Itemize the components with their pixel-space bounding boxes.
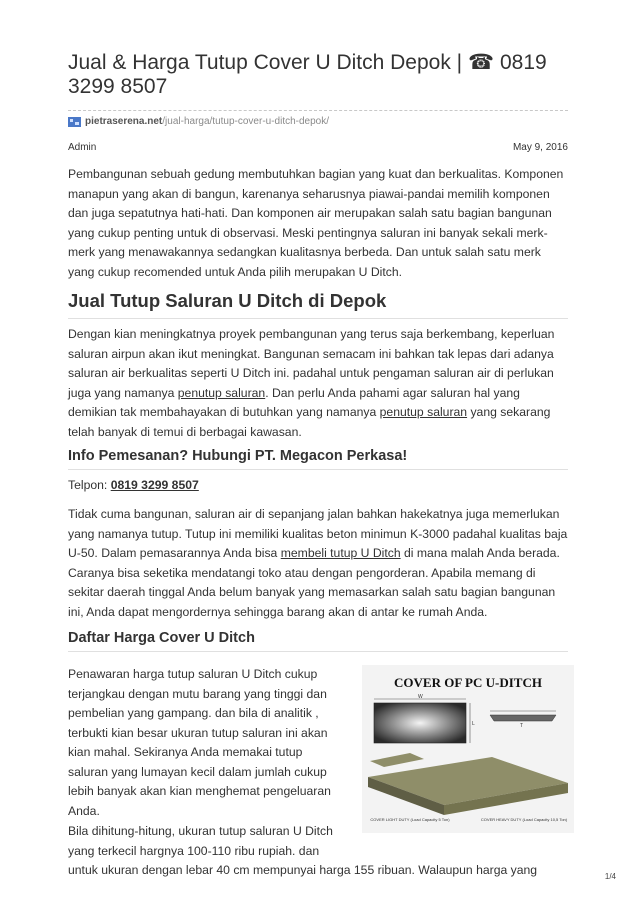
figure-title: COVER OF PC U-DITCH bbox=[394, 675, 542, 690]
section-2 bbox=[68, 446, 568, 466]
section-3-heading: Daftar Harga Cover U Ditch bbox=[68, 630, 255, 646]
section-3-paragraph-1: Penawaran harga tutup saluran U Ditch cukup terjangkau dengan mutu barang yang tinggi dan pembelian yang gampang. dan bila di analitik , terbukti kian besar ukuran tutup saluran ini akan kian mahal. Sekiranya Anda memakai tutup saluran yang lumayan kecil dalam jumlah cukup lebih banyak akan kian menghemat pengeluaran Anda. bbox=[68, 667, 331, 818]
intro-paragraph: Pembangunan sebuah gedung membutuhkan bagian yang kuat dan berkualitas. Komponen manapun yang akan di bangun, karenanya seharusnya piawai-pandai memilih komponen dan juga sepatutnya hati-hati. Dan komponen air merupakan salah satu bagian bangunan yang cukup penting untuk di observasi. Meski pentingnya saluran ini banyak sekali merk-merk yang menawakannya sedangkan kualitasnya berbeda. Dan untuk salah satu merk yang cukup recomended untuk Anda pilih merupakan U Ditch. bbox=[68, 167, 564, 279]
source-domain[interactable]: pietraserena.net bbox=[85, 116, 163, 127]
title-divider bbox=[68, 110, 568, 111]
section-3-body bbox=[68, 665, 343, 821]
section-1-divider bbox=[68, 318, 568, 319]
figure-note-heavy: COVER HEAVY DUTY (Load Capacity 10,5 Ton) bbox=[480, 817, 568, 822]
u-ditch-cover-figure bbox=[362, 665, 574, 833]
section-2-divider bbox=[68, 469, 568, 470]
section-3-paragraph-2-line-3: untuk ukuran dengan lebar 40 cm mempunyai harga 155 ribuan. Walaupun harga yang bbox=[68, 863, 538, 877]
figure-dim-w: W bbox=[418, 694, 423, 700]
section-2-body bbox=[68, 505, 568, 622]
post-author: Admin bbox=[68, 142, 97, 153]
intro-paragraph-block bbox=[68, 165, 568, 282]
source-path[interactable]: /jual-harga/tutup-cover-u-ditch-depok/ bbox=[162, 116, 330, 127]
section-3-paragraph-2-line-2: yang terkecil hargnya 100-110 ribu rupiah. dan bbox=[68, 843, 320, 858]
source-url[interactable] bbox=[68, 116, 329, 127]
section-2-paragraph: Tidak cuma bangunan, saluran air di sepanjang jalan bahkan hakekatnya juga memerlukan yang namanya tutup. Tutup ini memiliki kualitas beton minimun K-3000 padahal kualitas baja U-50. Dalam pemasarannya Anda bisa membeli tutup U Ditch di mana malah Anda berada. Caranya bisa seketika mendatangi toko atau dengan pengorderan. Apabila memang di sekitar daerah tinggal Anda belum banyak yang memasarkan salah satu bagian bangunan ini, Anda dapat mengordernya sehingga barang akan di antar ke rumah Anda. bbox=[68, 507, 568, 619]
section-1-body bbox=[68, 325, 568, 442]
section-2-heading: Info Pemesanan? Hubungi PT. Megacon Perkasa! bbox=[68, 448, 408, 464]
section-1-heading: Jual Tutup Saluran U Ditch di Depok bbox=[68, 290, 387, 311]
phone-link[interactable]: 0819 3299 8507 bbox=[110, 478, 199, 492]
section-3-paragraph-2-line-1: Bila dihitung-hitung, ukuran tutup saluran U Ditch bbox=[68, 824, 333, 838]
section-3 bbox=[68, 628, 568, 648]
section-1-paragraph: Dengan kian meningkatnya proyek pembangunan yang terus saja berkembang, keperluan saluran airpun akan ikut meningkat. Bangunan semacam ini bahkan tak lepas dari adanya saluran air berkualitas seperti U Ditch ini. padahal untuk pengaman saluran air di perlukan juga yang namanya penutup saluran. Dan perlu Anda pahami agar saluran hal yang demikian tak membahayakan di butuhkan yang namanya penutup saluran yang sekarang telah banyak di temui di berbagai kawasan. bbox=[68, 327, 555, 439]
post-date: May 9, 2016 bbox=[512, 142, 568, 153]
phone-paragraph: Telpon: 0819 3299 8507 bbox=[68, 478, 199, 492]
post-meta bbox=[68, 142, 568, 153]
figure-dim-t: T bbox=[520, 723, 524, 729]
link-membeli-tutup-u-ditch[interactable]: membeli tutup U Ditch bbox=[280, 546, 401, 560]
section-1 bbox=[68, 289, 568, 313]
figure-dim-l: L bbox=[472, 721, 475, 727]
figure-note-light: COVER LIGHT DUTY (Load Capacity 5 Ton) bbox=[370, 817, 450, 822]
page-number: 1/4 bbox=[604, 872, 616, 881]
page-title: Jual & Harga Tutup Cover U Ditch Depok | ☎ 0819 3299 8507 bbox=[68, 51, 547, 98]
section-3-divider bbox=[68, 651, 568, 652]
site-favicon-icon bbox=[68, 117, 81, 127]
link-penutup-saluran-2[interactable]: penutup saluran bbox=[379, 405, 468, 419]
phone-line bbox=[68, 476, 568, 496]
link-penutup-saluran-1[interactable]: penutup saluran bbox=[177, 385, 266, 400]
u-ditch-cover-illustration bbox=[362, 665, 574, 833]
